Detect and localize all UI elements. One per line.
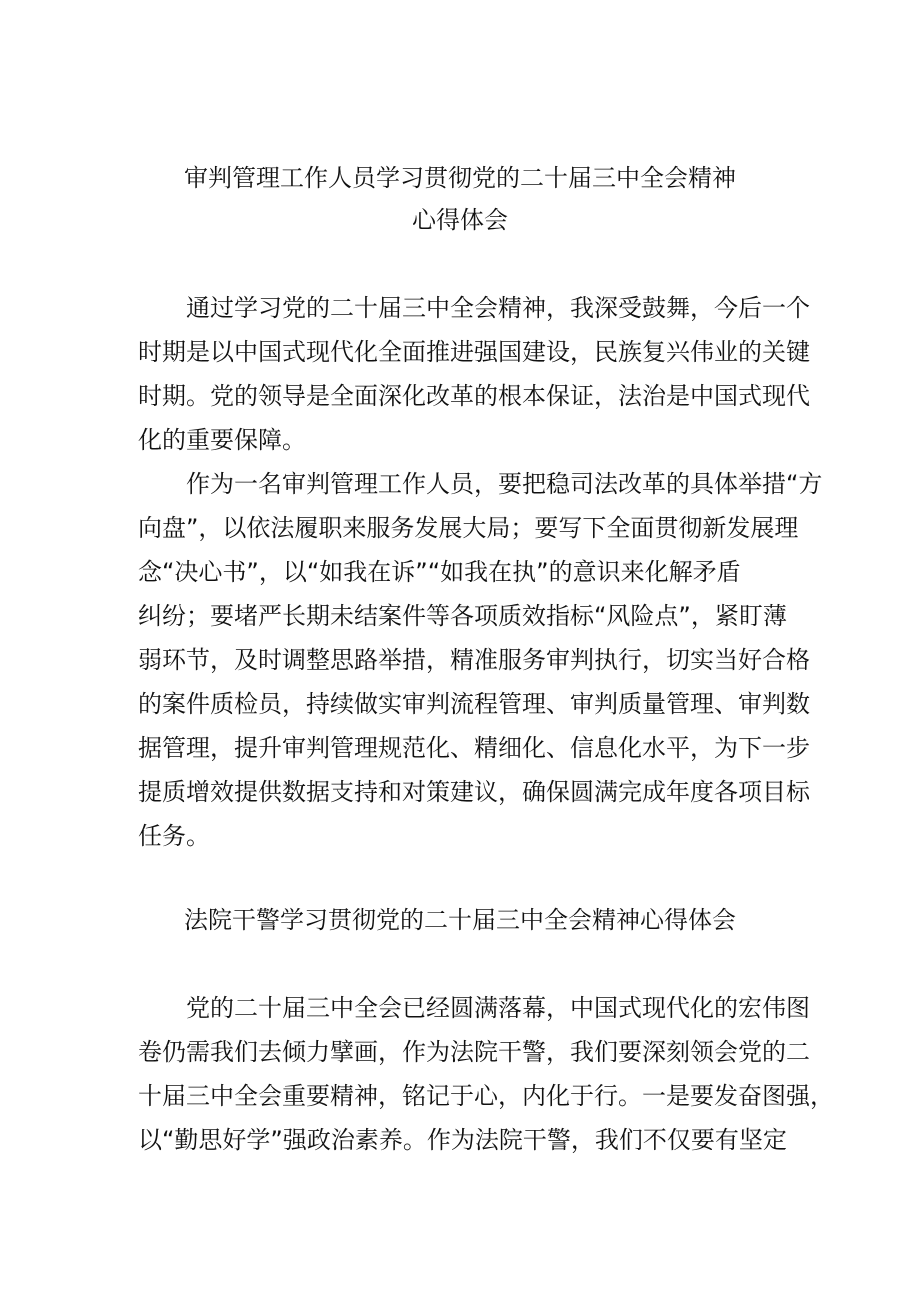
paragraph-line: 化的重要保障。	[138, 426, 306, 454]
paragraph-line: 通过学习党的二十届三中全会精神，我深受鼓舞，今后一个	[186, 294, 810, 322]
paragraph-line: 以“勤思好学”强政治素养。作为法院干警，我们不仅要有坚定	[138, 1126, 787, 1154]
article-1-title-line-1: 审判管理工作人员学习贯彻党的二十届三中全会精神	[184, 164, 736, 192]
paragraph-line: 任务。	[138, 822, 210, 850]
article-2-title: 法院干警学习贯彻党的二十届三中全会精神心得体会	[184, 906, 736, 934]
article-1-paragraph-2	[138, 462, 823, 858]
paragraph-line: 时期是以中国式现代化全面推进强国建设，民族复兴伟业的关键	[138, 338, 810, 366]
paragraph-line: 的案件质检员，持续做实审判流程管理、审判质量管理、审判数	[138, 690, 810, 718]
article-1-title-line-2: 心得体会	[412, 206, 508, 234]
article-2-paragraph-1	[138, 986, 834, 1162]
paragraph-line: 弱环节，及时调整思路举措，精准服务审判执行，切实当好合格	[138, 646, 810, 674]
paragraph-line: 作为一名审判管理工作人员，要把稳司法改革的具体举措“方	[186, 470, 823, 498]
paragraph-line: 十届三中全会重要精神，铭记于心，内化于行。一是要发奋图强，	[138, 1082, 834, 1110]
paragraph-line: 纠纷；要堵严长期未结案件等各项质效指标“风险点”，紧盯薄	[138, 602, 787, 630]
paragraph-line: 念“决心书”，以“如我在诉”“如我在执”的意识来化解矛盾	[138, 558, 741, 586]
paragraph-line: 提质增效提供数据支持和对策建议，确保圆满完成年度各项目标	[138, 778, 810, 806]
paragraph-line: 卷仍需我们去倾力擘画，作为法院干警，我们要深刻领会党的二	[138, 1038, 810, 1066]
paragraph-line: 据管理，提升审判管理规范化、精细化、信息化水平，为下一步	[138, 734, 810, 762]
paragraph-line: 党的二十届三中全会已经圆满落幕，中国式现代化的宏伟图	[186, 994, 810, 1022]
paragraph-line: 时期。党的领导是全面深化改革的根本保证，法治是中国式现代	[138, 382, 810, 410]
paragraph-line: 向盘”，以依法履职来服务发展大局；要写下全面贯彻新发展理	[138, 514, 799, 542]
article-1-paragraph-1	[138, 286, 810, 462]
